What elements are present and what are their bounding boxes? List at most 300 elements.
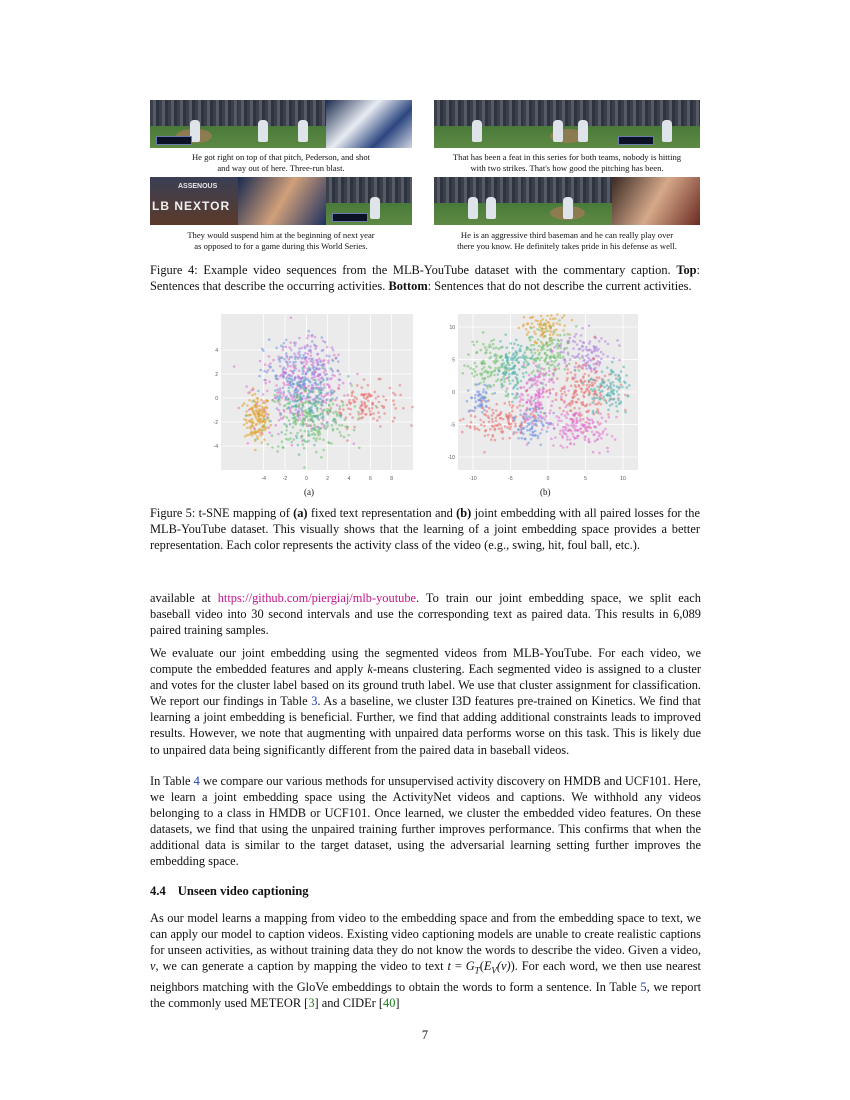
data-point (375, 405, 378, 408)
data-point (330, 368, 333, 371)
data-point (523, 386, 526, 389)
data-point (304, 387, 307, 390)
data-point (613, 398, 616, 401)
data-point (538, 392, 541, 395)
data-point (559, 429, 562, 432)
data-point (259, 405, 262, 408)
data-point (575, 419, 578, 422)
data-point (249, 421, 252, 424)
data-point (474, 406, 477, 409)
data-point (271, 446, 274, 449)
data-point (624, 394, 627, 397)
data-point (255, 423, 258, 426)
data-point (567, 351, 570, 354)
data-point (577, 355, 580, 358)
data-point (319, 386, 322, 389)
data-point (548, 378, 551, 381)
data-point (488, 421, 491, 424)
data-point (520, 345, 523, 348)
data-point (328, 409, 331, 412)
data-point (338, 424, 341, 427)
data-point (570, 409, 573, 412)
data-point (297, 444, 300, 447)
data-point (361, 403, 364, 406)
data-point (532, 362, 535, 365)
data-point (553, 338, 556, 341)
data-point (561, 317, 564, 320)
data-point (320, 392, 323, 395)
data-point (319, 402, 322, 405)
data-point (296, 396, 299, 399)
data-point (254, 438, 257, 441)
data-point (494, 428, 497, 431)
data-point (610, 384, 613, 387)
data-point (282, 394, 285, 397)
data-point (574, 369, 577, 372)
data-point (529, 339, 532, 342)
data-point (293, 417, 296, 420)
data-point (531, 427, 534, 430)
data-point (519, 425, 522, 428)
data-point (309, 345, 312, 348)
data-point (286, 416, 289, 419)
data-point (267, 417, 270, 420)
data-point (572, 347, 575, 350)
data-point (300, 392, 303, 395)
data-point (541, 318, 544, 321)
citation[interactable]: 3 (308, 995, 315, 1010)
data-point (339, 431, 342, 434)
data-point (302, 424, 305, 427)
data-point (304, 373, 307, 376)
y-tick-label: 4 (215, 348, 218, 354)
data-point (269, 420, 272, 423)
data-point (567, 424, 570, 427)
data-point (260, 399, 263, 402)
data-point (600, 357, 603, 360)
data-point (256, 397, 259, 400)
data-point (581, 404, 584, 407)
data-point (612, 381, 615, 384)
data-point (566, 372, 569, 375)
data-point (586, 417, 589, 420)
data-point (322, 396, 325, 399)
data-point (284, 433, 287, 436)
data-point (482, 331, 485, 334)
data-point (510, 414, 513, 417)
data-point (298, 407, 301, 410)
data-point (612, 393, 615, 396)
data-point (303, 345, 306, 348)
data-point (531, 420, 534, 423)
data-point (525, 366, 528, 369)
data-point (600, 351, 603, 354)
data-point (573, 391, 576, 394)
data-point (535, 393, 538, 396)
data-point (596, 403, 599, 406)
data-point (283, 384, 286, 387)
data-point (282, 368, 285, 371)
data-point (539, 395, 542, 398)
data-point (508, 423, 511, 426)
data-point (349, 382, 352, 385)
data-point (586, 384, 589, 387)
data-point (283, 423, 286, 426)
data-point (356, 373, 359, 376)
data-point (480, 424, 483, 427)
data-point (534, 430, 537, 433)
data-point (505, 371, 508, 374)
data-point (567, 368, 570, 371)
data-point (548, 374, 551, 377)
data-point (313, 423, 316, 426)
data-point (497, 373, 500, 376)
data-point (327, 413, 330, 416)
data-point (288, 361, 291, 364)
data-point (475, 400, 478, 403)
data-point (331, 424, 334, 427)
data-point (599, 383, 602, 386)
data-point (315, 387, 318, 390)
data-point (601, 370, 604, 373)
data-point (607, 413, 610, 416)
data-point (473, 375, 476, 378)
data-point (338, 384, 341, 387)
data-point (527, 347, 530, 350)
data-point (511, 393, 514, 396)
data-point (563, 401, 566, 404)
figure-4-caption-bottom-right: He is an aggressive third baseman and he can really play over there you know. He definitely takes pride in his defense as well. (457, 230, 677, 251)
data-point (559, 432, 562, 435)
data-point (605, 402, 608, 405)
data-point (496, 424, 499, 427)
data-point (358, 413, 361, 416)
data-point (509, 428, 512, 431)
data-point (482, 391, 485, 394)
data-point (595, 393, 598, 396)
data-point (601, 417, 604, 420)
data-point (322, 449, 325, 452)
data-point (353, 426, 356, 429)
data-point (523, 316, 526, 319)
data-point (549, 334, 552, 337)
data-point (566, 438, 569, 441)
video-strip-top-left (150, 100, 412, 148)
data-point (602, 353, 605, 356)
data-point (516, 388, 519, 391)
data-point (595, 431, 598, 434)
data-point (260, 408, 263, 411)
data-point (487, 372, 490, 375)
data-point (521, 437, 524, 440)
data-point (521, 431, 524, 434)
data-point (339, 416, 342, 419)
data-point (598, 376, 601, 379)
data-point (280, 392, 283, 395)
y-tick-label: 0 (215, 396, 218, 402)
data-point (538, 345, 541, 348)
data-point (593, 345, 596, 348)
data-point (293, 342, 296, 345)
data-point (549, 357, 552, 360)
data-point (580, 390, 583, 393)
data-point (310, 351, 313, 354)
data-point (273, 394, 276, 397)
data-point (321, 336, 324, 339)
data-point (266, 390, 269, 393)
data-point (602, 379, 605, 382)
data-point (247, 442, 250, 445)
data-point (250, 389, 253, 392)
data-point (294, 355, 297, 358)
data-point (490, 356, 493, 359)
data-point (243, 402, 246, 405)
data-point (477, 395, 480, 398)
data-point (516, 359, 519, 362)
github-link[interactable]: https://github.com/piergiaj/mlb-youtube (217, 591, 417, 605)
data-point (546, 330, 549, 333)
data-point (557, 423, 560, 426)
data-point (314, 371, 317, 374)
data-point (592, 357, 595, 360)
data-point (559, 334, 562, 337)
data-point (381, 405, 384, 408)
data-point (580, 334, 583, 337)
data-point (304, 397, 307, 400)
data-point (370, 394, 373, 397)
data-point (534, 383, 537, 386)
data-point (564, 414, 567, 417)
data-point (564, 406, 567, 409)
x-tick-label: 0 (546, 476, 550, 482)
data-point (332, 428, 335, 431)
data-point (515, 431, 518, 434)
data-point (307, 334, 310, 337)
data-point (566, 435, 569, 438)
data-point (372, 417, 375, 420)
data-point (364, 413, 367, 416)
data-point (565, 394, 568, 397)
data-point (290, 349, 293, 352)
table-ref[interactable]: 3 (311, 694, 318, 709)
data-point (298, 377, 301, 380)
data-point (606, 384, 609, 387)
data-point (265, 406, 268, 409)
data-point (550, 314, 553, 317)
data-point (536, 420, 539, 423)
data-point (279, 387, 282, 390)
data-point (621, 386, 624, 389)
data-point (467, 353, 470, 356)
data-point (556, 347, 559, 350)
data-point (289, 401, 292, 404)
data-point (257, 390, 260, 393)
data-point (291, 444, 294, 447)
data-point (570, 430, 573, 433)
data-point (312, 364, 315, 367)
data-point (332, 360, 335, 363)
data-point (536, 376, 539, 379)
data-point (295, 389, 298, 392)
data-point (261, 348, 264, 351)
data-point (315, 345, 318, 348)
data-point (603, 396, 606, 399)
data-point (499, 340, 502, 343)
data-point (532, 358, 535, 361)
data-point (233, 365, 236, 368)
data-point (608, 416, 611, 419)
data-point (540, 315, 543, 318)
data-point (296, 381, 299, 384)
data-point (560, 390, 563, 393)
data-point (560, 420, 563, 423)
data-point (485, 385, 488, 388)
data-point (495, 420, 498, 423)
data-point (591, 384, 594, 387)
data-point (492, 412, 495, 415)
data-point (587, 361, 590, 364)
data-point (545, 342, 548, 345)
data-point (261, 432, 264, 435)
data-point (303, 466, 306, 469)
table-ref[interactable]: 5 (640, 979, 647, 994)
video-frame (612, 100, 700, 148)
data-point (394, 394, 397, 397)
data-point (529, 401, 532, 404)
data-point (515, 376, 518, 379)
data-point (534, 434, 537, 437)
data-point (547, 426, 550, 429)
data-point (375, 397, 378, 400)
data-point (548, 340, 551, 343)
data-point (263, 438, 266, 441)
data-point (316, 353, 319, 356)
citation[interactable]: 40 (383, 995, 396, 1010)
data-point (547, 396, 550, 399)
data-point (559, 323, 562, 326)
data-point (316, 407, 319, 410)
data-point (495, 409, 498, 412)
data-point (529, 387, 532, 390)
data-point (552, 444, 555, 447)
data-point (600, 403, 603, 406)
data-point (519, 414, 522, 417)
data-point (547, 322, 550, 325)
video-frame (326, 177, 412, 225)
data-point (578, 369, 581, 372)
data-point (574, 373, 577, 376)
data-point (542, 425, 545, 428)
data-point (546, 349, 549, 352)
data-point (301, 377, 304, 380)
data-point (318, 397, 321, 400)
figure-4-caption-top-left: He got right on top of that pitch, Pederson, and shot and way out of here. Three-run blast. (191, 152, 371, 173)
data-point (306, 411, 309, 414)
data-point (564, 347, 567, 350)
data-point (257, 400, 260, 403)
data-point (581, 432, 584, 435)
data-point (254, 393, 257, 396)
data-point (508, 373, 511, 376)
data-point (322, 365, 325, 368)
data-point (310, 358, 313, 361)
data-point (542, 396, 545, 399)
data-point (483, 371, 486, 374)
data-point (332, 412, 335, 415)
data-point (301, 435, 304, 438)
data-point (511, 401, 514, 404)
data-point (553, 346, 556, 349)
data-point (584, 439, 587, 442)
data-point (595, 370, 598, 373)
x-tick-label: -10 (469, 476, 477, 482)
data-point (281, 440, 284, 443)
data-point (310, 354, 313, 357)
data-point (340, 434, 343, 437)
data-point (523, 427, 526, 430)
data-point (585, 364, 588, 367)
data-point (508, 401, 511, 404)
video-frame (434, 100, 523, 148)
data-point (312, 402, 315, 405)
data-point (597, 348, 600, 351)
data-point (307, 385, 310, 388)
x-tick-label: 2 (326, 476, 330, 482)
data-point (490, 373, 493, 376)
data-point (570, 400, 573, 403)
data-point (540, 411, 543, 414)
data-point (474, 370, 477, 373)
data-point (271, 399, 274, 402)
data-point (569, 404, 572, 407)
data-point (327, 362, 330, 365)
data-point (289, 423, 292, 426)
data-point (550, 360, 553, 363)
data-point (499, 412, 502, 415)
data-point (461, 431, 464, 434)
data-point (606, 394, 609, 397)
data-point (263, 370, 266, 373)
data-point (562, 431, 565, 434)
data-point (264, 415, 267, 418)
data-point (537, 338, 540, 341)
data-point (262, 393, 265, 396)
data-point (618, 378, 621, 381)
data-point (560, 413, 563, 416)
data-point (483, 451, 486, 454)
data-point (534, 423, 537, 426)
data-point (512, 387, 515, 390)
data-point (585, 421, 588, 424)
data-point (283, 415, 286, 418)
data-point (338, 408, 341, 411)
data-point (480, 397, 483, 400)
data-point (518, 404, 521, 407)
table-ref[interactable]: 4 (193, 774, 200, 788)
figure-4-label: Figure 4: (150, 263, 198, 277)
data-point (584, 373, 587, 376)
data-point (306, 368, 309, 371)
data-point (261, 429, 264, 432)
data-point (578, 348, 581, 351)
data-point (472, 368, 475, 371)
y-tick-label: 10 (449, 325, 455, 331)
data-point (332, 349, 335, 352)
data-point (264, 363, 267, 366)
data-point (597, 421, 600, 424)
x-tick-label: -2 (282, 476, 288, 482)
data-point (483, 425, 486, 428)
